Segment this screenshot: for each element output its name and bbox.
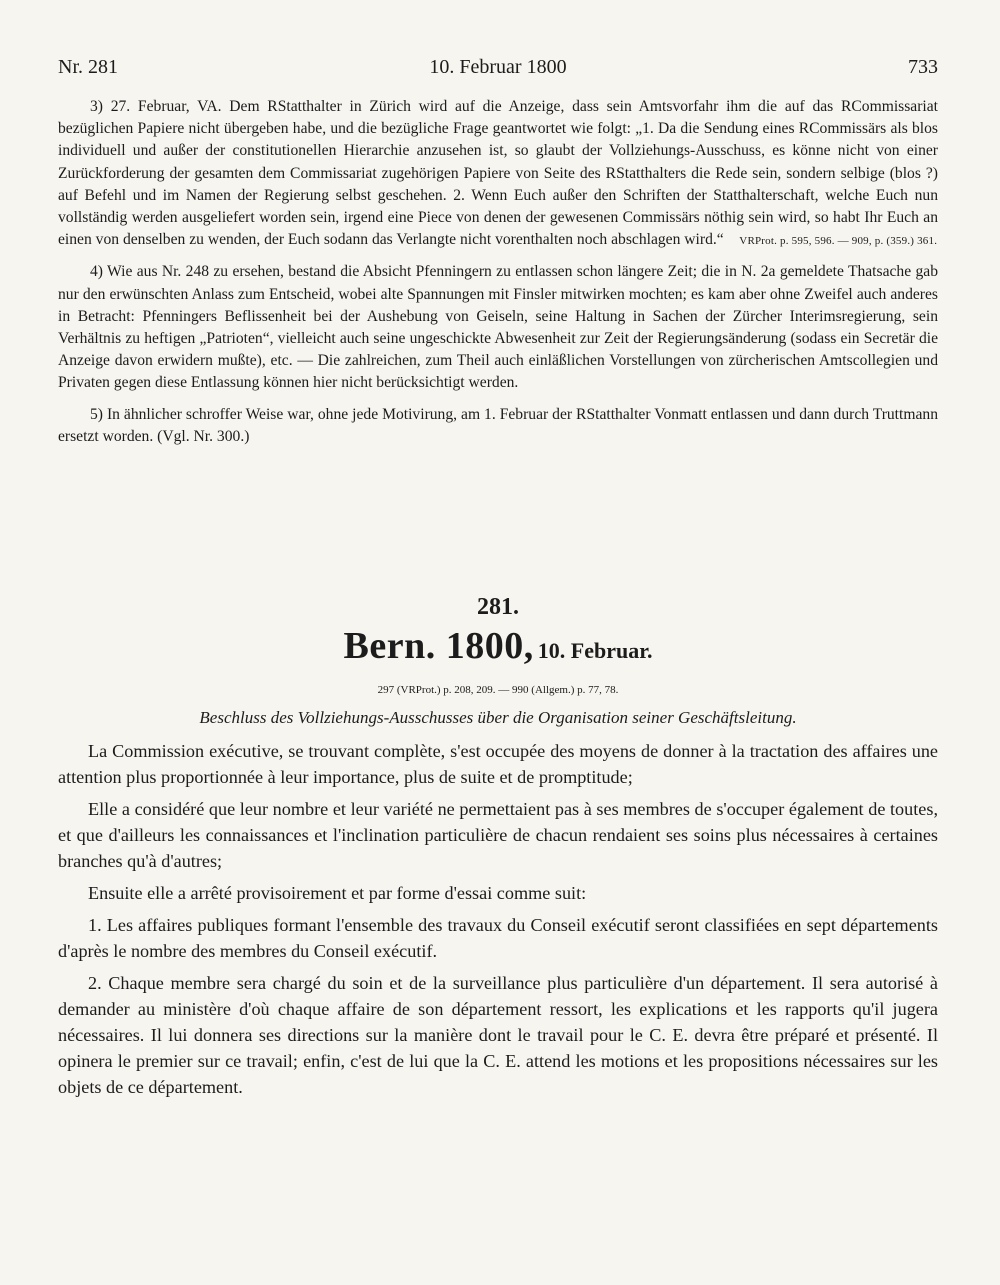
date-header: 10. Februar 1800	[429, 56, 567, 78]
document-number-header: Nr. 281	[58, 56, 118, 78]
footnote-reference: VRProt. p. 595, 596. — 909, p. (359.) 361.	[739, 235, 938, 248]
running-head	[58, 56, 938, 82]
document-number: 281.	[477, 594, 519, 620]
footnote-text: 5) In ähnlicher schroffer Weise war, ohne jede Motivirung, am 1. Februar der RStatthalter Vonmatt entlassen und dann durch Truttmann ersetzt worden. (Vgl. Nr. 300.)	[58, 405, 938, 445]
document-date: 10. Februar.	[537, 638, 653, 663]
footnote-5	[58, 404, 938, 448]
document-header	[58, 592, 938, 730]
body-paragraph: La Commission exécutive, se trouvant complète, s'est occupée des moyens de donner à la tractation des affaires une attention plus proportionnée à leur importance, plus de suite et de promptitude;	[58, 741, 938, 787]
document-references: 297 (VRProt.) p. 208, 209. — 990 (Allgem.) p. 77, 78.	[377, 684, 619, 696]
body-paragraph: Elle a considéré que leur nombre et leur variété ne permettaient pas à ses membres de s'occuper également de toutes, et que d'ailleurs les connaissances et l'inclination particulière de chacun rendaient ses soins plus nécessaires à certaines branches qu'à d'autres;	[58, 799, 938, 871]
page-number: 733	[908, 56, 938, 78]
footnote-3	[58, 96, 938, 252]
footnote-4	[58, 261, 938, 394]
document-dateline	[58, 626, 938, 674]
body-paragraph: Ensuite elle a arrêté provisoirement et par forme d'essai comme suit:	[88, 883, 587, 903]
body-paragraph: 2. Chaque membre sera chargé du soin et de la surveillance plus particulière d'un département. Il sera autorisé à demander au ministère d'où chaque affaire de son département ressort, les explications et les rapports qu'il jugera nécessaires. Il lui donnera ses directions sur la manière dont le travail pour le C. E. devra être préparé et présenté. Il opinera le premier sur ce travail; enfin, c'est de lui que la C. E. attend les motions et les propositions nécessaires sur les objets de ce département.	[58, 973, 938, 1097]
footnote-text: 3) 27. Februar, VA. Dem RStatthalter in Zürich wird auf die Anzeige, dass sein Amtsvorfahr ihm die auf das RCommissariat bezüglichen Papiere nicht übergeben habe, und die bezügliche Frage geantwortet wie folgt: „1. Da die Sendung eines RCommissärs als blos individuell und außer der constitutionellen Hierarchie anzusehen ist, so glaubt der Vollziehungs-Ausschuss, es könne nicht von einer Zurückforderung der gesamten dem Commissariat zugehörigen Papiere von Seite des RStatthalters die Rede sein, sondern selbige (blos ?) auf Befehl und im Namen der Regierung selbst geschehen. 2. Wenn Euch außer den Schriften der Statthalterschaft, welche Euch nun vollständig werden ausgeliefert worden sein, irgend eine Piece von denen der gewesenen Commissärs nöthig sein wird, so habt Ihr Euch an einen von denselben zu wenden, der Euch sodann das Verlangte nicht vorenthalten noch abschlagen wird.“	[58, 98, 938, 249]
document-body	[58, 738, 938, 1106]
document-place: Bern. 1800,	[343, 625, 534, 667]
footnotes	[58, 96, 938, 457]
body-paragraph: 1. Les affaires publiques formant l'ensemble des travaux du Conseil exécutif seront classifiées en sept départements d'après le nombre des membres du Conseil exécutif.	[58, 915, 938, 961]
document-title: Beschluss des Vollziehungs-Ausschusses über die Organisation seiner Geschäftsleitung.	[199, 708, 797, 727]
footnote-text: 4) Wie aus Nr. 248 zu ersehen, bestand die Absicht Pfenningern zu entlassen schon längere Zeit; die in N. 2a gemeldete Thatsache gab nur den erwünschten Anlass zum Entscheid, wobei alte Spannungen mit Finsler mitwirken mochten; es kam aber ohne Zweifel auch anderes in Betracht: Pfenningers Beflissenheit bei der Aushebung von Geiseln, seine Haltung in Sachen der Zürcher Interimsregierung, sein Verhältnis zu heftigen „Patrioten“, vielleicht auch seine ungeschickte Abwesenheit zur Zeit der Regierungsänderung (sodass ein Secretär die Anzeige davon erwidern mußte), etc. — Die zahlreichen, zum Theil auch einläßlichen Vorstellungen von zürcherischen Amtscollegien und Privaten gegen diese Entlassung können hier nicht berücksichtigt werden.	[58, 263, 938, 392]
